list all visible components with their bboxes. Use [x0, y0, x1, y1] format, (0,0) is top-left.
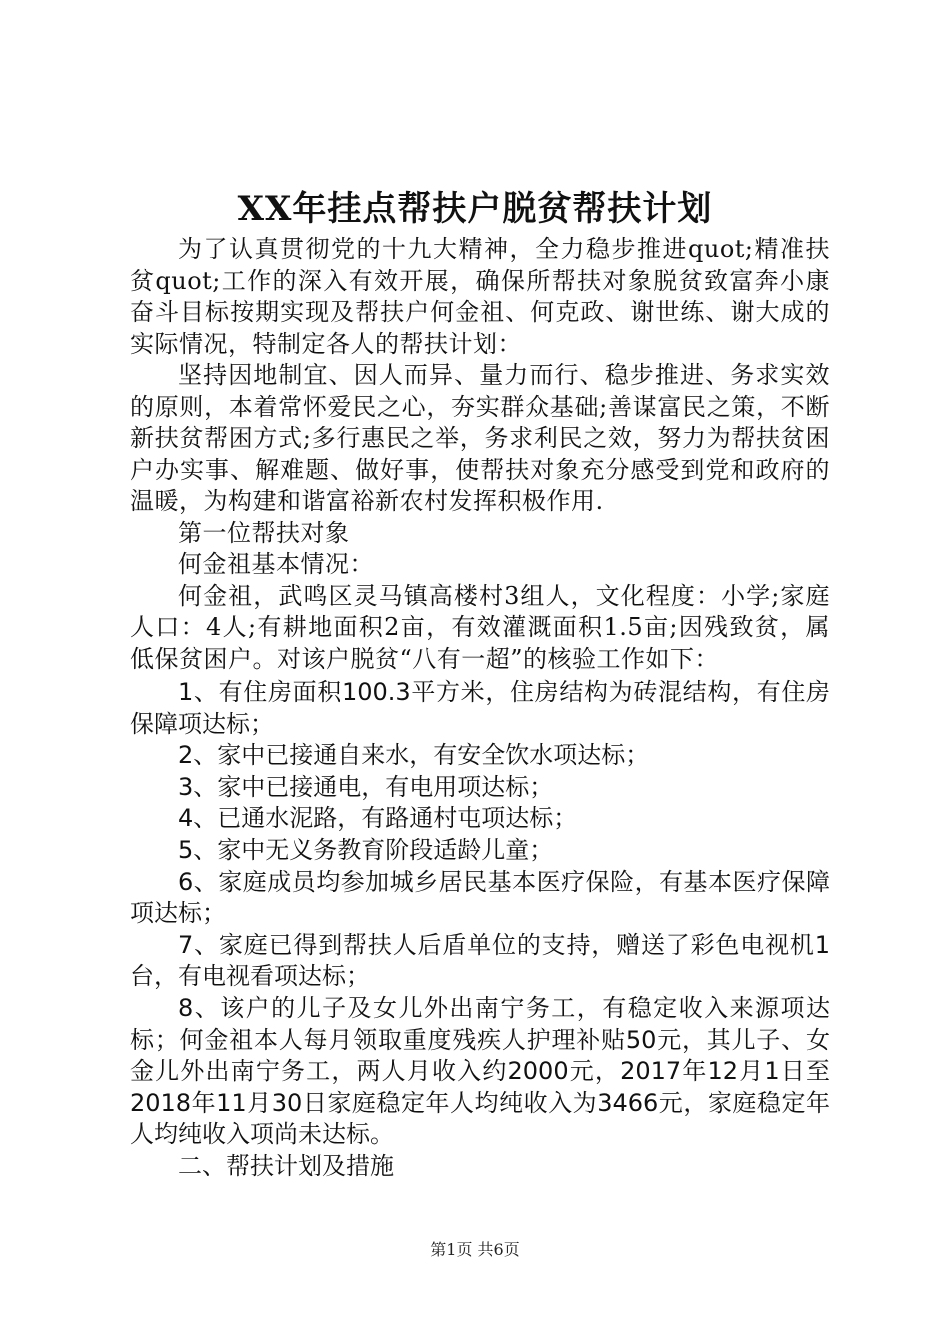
paragraph-item-4: 4、已通水泥路，有路通村屯项达标；	[178, 804, 578, 833]
paragraph-item-7: 7、家庭已得到帮扶人后盾单位的支持，赠送了彩色电视机1台，有电视看项达标；	[130, 930, 830, 991]
paragraph-principles: 坚持因地制宜、因人而异、量力而行、稳步推进、务求实效的原则，本着常怀爱民之心，夯实群众基础;善谋富民之策，不断新扶贫帮困方式;多行惠民之举，务求利民之效，努力为帮扶贫困户办实事、解难题、做好事，使帮扶对象充分感受到党和政府的温暖，为构建和谐富裕新农村发挥积极作用.	[130, 361, 830, 515]
page-footer: 第1页 共6页	[430, 1240, 520, 1259]
paragraph-basic-info-heading: 何金祖基本情况：	[178, 550, 374, 578]
paragraph-item-6: 6、家庭成员均参加城乡居民基本医疗保险，有基本医疗保障项达标；	[130, 867, 830, 928]
document-body	[130, 234, 830, 1183]
paragraph-item-5: 5、家中无义务教育阶段适龄儿童；	[178, 835, 554, 864]
paragraph-item-1: 1、有住房面积100.3平方米，住房结构为砖混结构，有住房保障项达标；	[130, 678, 830, 738]
paragraph-item-3: 3、家中已接通电，有电用项达标；	[178, 772, 554, 801]
paragraph-item-8: 8、该户的儿子及女儿外出南宁务工，有稳定收入来源项达标；何金祖本人每月领取重度残疾人护理补贴50元，其儿子、女金儿外出南宁务工，两人月收入约2000元，2017年12月1日至2018年11月30日家庭稳定年人均纯收入为3466元，家庭稳定年人均纯收入项尚未达标。	[130, 993, 830, 1149]
paragraph-basic-info: 何金祖，武鸣区灵马镇高楼村3组人，文化程度：小学;家庭人口：4人;有耕地面积2亩，有效灌溉面积1.5亩;因残致贫，属低保贫困户。对该户脱贫“八有一超”的核验工作如下：	[130, 581, 830, 673]
document-title: XX年挂点帮扶户脱贫帮扶计划	[237, 189, 713, 229]
paragraph-intro: 为了认真贯彻党的十九大精神，全力稳步推进quot;精准扶贫quot;工作的深入有效开展，确保所帮扶对象脱贫致富奔小康奋斗目标按期实现及帮扶户何金祖、何克政、谢世练、谢大成的实际情况，特制定各人的帮扶计划：	[130, 235, 830, 358]
paragraph-item-2: 2、家中已接通自来水，有安全饮水项达标；	[178, 741, 650, 770]
section-heading-plan: 二、帮扶计划及措施	[178, 1151, 394, 1180]
paragraph-first-target: 第一位帮扶对象	[178, 518, 350, 547]
